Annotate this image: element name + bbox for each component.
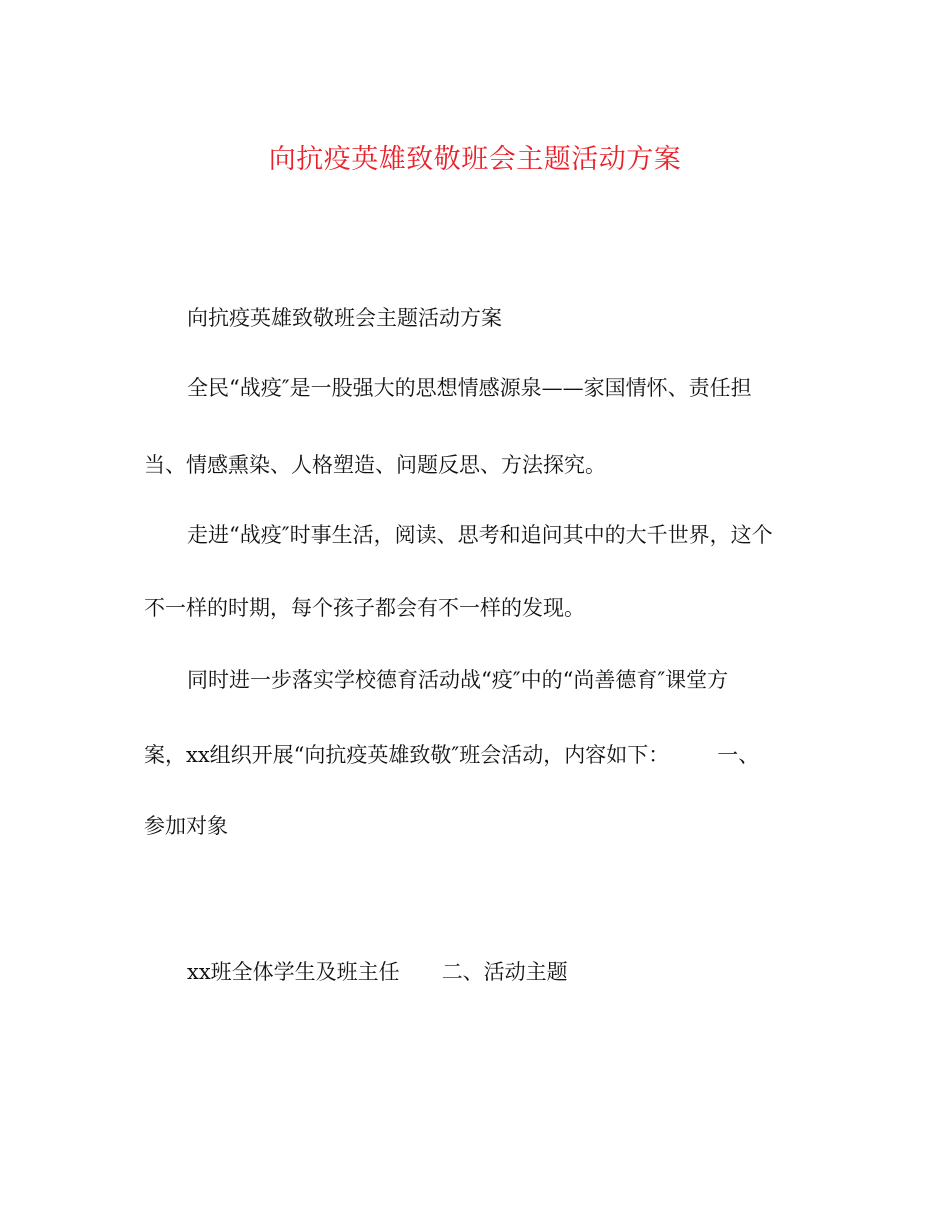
paragraph-3-line-1: 同时进一步落实学校德育活动战“疫″中的“尚善德育″课堂方	[187, 668, 729, 692]
section-1-content-line	[187, 957, 568, 987]
paragraph-3-line-2-text: 案，xx组织开展“向抗疫英雄致敬″班会活动，内容如下：	[144, 743, 670, 767]
paragraph-2-line-2: 不一样的时期，每个孩子都会有不一样的发现。	[144, 596, 585, 620]
document-title: 向抗疫英雄致敬班会主题活动方案	[268, 144, 682, 175]
paragraph-3-line-2	[144, 740, 759, 770]
subtitle-line: 向抗疫英雄致敬班会主题活动方案	[187, 306, 502, 330]
paragraph-1-line-2: 当、情感熏染、人格塑造、问题反思、方法探究。	[144, 453, 606, 477]
section-2-heading: 二、活动主题	[441, 960, 568, 984]
section-1-title: 参加对象	[144, 814, 228, 838]
section-1-number: 一、	[717, 743, 760, 767]
paragraph-2-line-1: 走进“战疫″时事生活，阅读、思考和追问其中的大千世界，这个	[187, 523, 773, 547]
paragraph-1-line-1: 全民“战疫″是一股强大的思想情感源泉——家国情怀、责任担	[187, 376, 752, 400]
section-1-content: xx班全体学生及班主任	[187, 960, 400, 984]
